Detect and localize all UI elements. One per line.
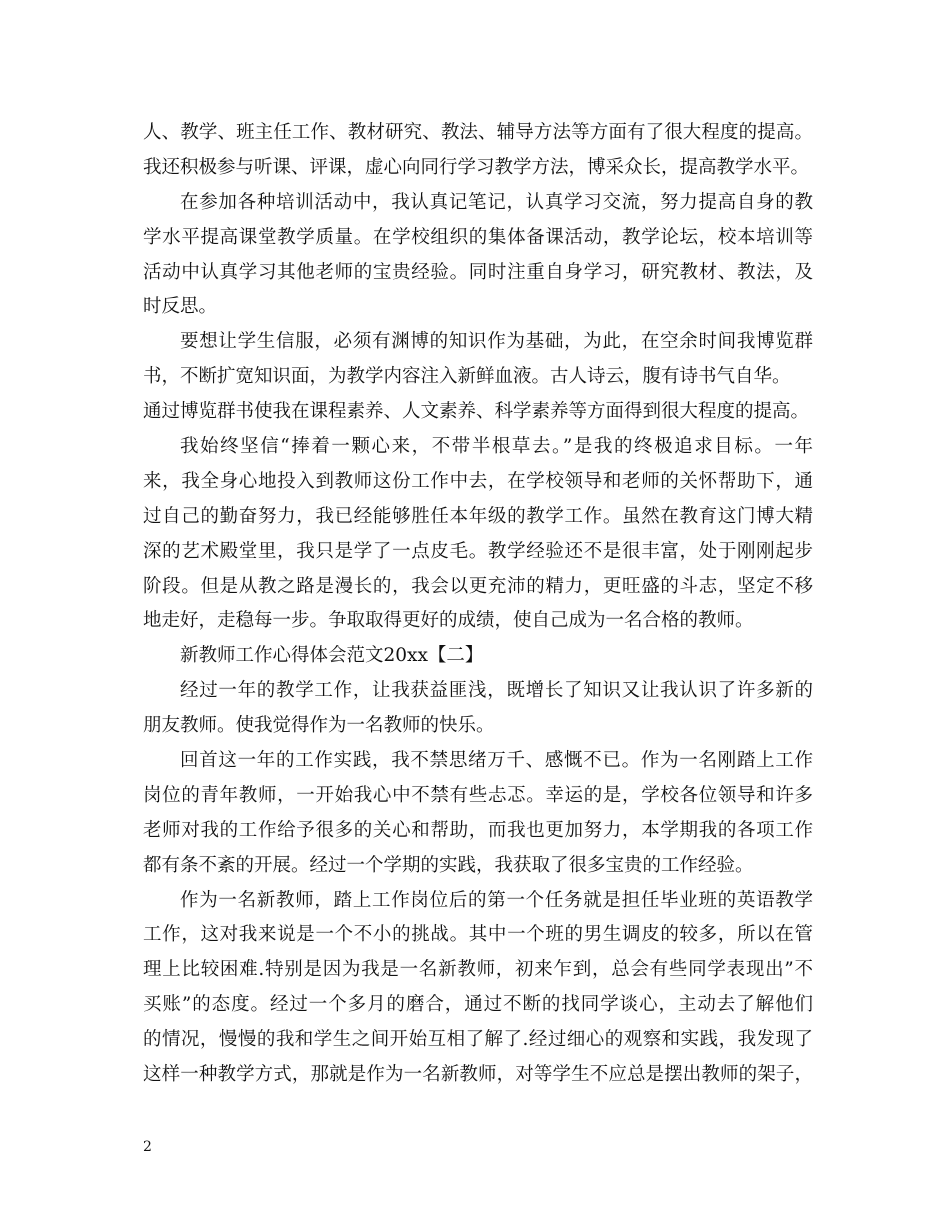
text-line: 活动中认真学习其他老师的宝贵经验。同时注重自身学习，研究教材、教法，及 — [143, 261, 813, 283]
text-line: 经过一年的教学工作，让我获益匪浅，既增长了知识又让我认识了许多新的 — [180, 680, 813, 702]
text-line: 这样一种教学方式，那就是作为一名新教师，对等学生不应总是摆出教师的架子， — [143, 1064, 813, 1086]
body-text — [143, 116, 813, 1093]
text-line: 回首这一年的工作实践，我不禁思绪万千、感慨不已。作为一名刚踏上工作 — [180, 750, 813, 772]
text-line: 书，不断扩宽知识面，为教学内容注入新鲜血液。古人诗云，腹有诗书气自华。 — [143, 366, 791, 388]
text-line: 阶段。但是从教之路是漫长的，我会以更充沛的精力，更旺盛的斗志，坚定不移 — [143, 575, 813, 597]
text-line: 人、教学、班主任工作、教材研究、教法、辅导方法等方面有了很大程度的提高。 — [143, 122, 813, 143]
text-line: 深的艺术殿堂里，我只是学了一点皮毛。教学经验还不是很丰富，处于刚刚起步 — [143, 540, 813, 562]
text-line: 学水平提高课堂教学质量。在学校组织的集体备课活动，教学论坛，校本培训等 — [143, 226, 813, 248]
text-line: 岗位的青年教师，一开始我心中不禁有些忐忑。幸运的是，学校各位领导和许多 — [143, 784, 813, 806]
text-line: 在参加各种培训活动中，我认真记笔记，认真学习交流，努力提高自身的教 — [180, 191, 813, 213]
text-line: 地走好，走稳每一步。争取取得更好的成绩，使自己成为一名合格的教师。 — [143, 610, 754, 632]
text-line: 作为一名新教师，踏上工作岗位后的第一个任务就是担任毕业班的英语教学 — [180, 889, 813, 911]
text-line: 来，我全身心地投入到教师这份工作中去，在学校领导和老师的关怀帮助下，通 — [143, 470, 813, 492]
text-line: 工作，这对我来说是一个不小的挑战。其中一个班的男生调皮的较多，所以在管 — [143, 924, 813, 946]
text-line: 要想让学生信服，必须有渊博的知识作为基础，为此，在空余时间我博览群 — [180, 331, 813, 353]
text-line: 的情况，慢慢的我和学生之间开始互相了解了.经过细心的观察和实践，我发现了 — [143, 1029, 813, 1051]
text-line: 通过博览群书使我在课程素养、人文素养、科学素养等方面得到很大程度的提高。 — [143, 401, 810, 423]
text-line: 买账”的态度。经过一个多月的磨合，通过不断的找同学谈心，主动去了解他们 — [143, 994, 813, 1016]
text-line: 朋友教师。使我觉得作为一名教师的快乐。 — [143, 715, 495, 737]
text-line: 时反思。 — [143, 296, 218, 318]
text-line: 我始终坚信“捧着一颗心来，不带半根草去。”是我的终极追求目标。一年 — [180, 436, 813, 458]
text-line: 老师对我的工作给予很多的关心和帮助，而我也更加努力，本学期我的各项工作 — [143, 819, 813, 841]
text-line: 都有条不紊的开展。经过一个学期的实践，我获取了很多宝贵的工作经验。 — [143, 854, 754, 876]
text-line: 过自己的勤奋努力，我已经能够胜任本年级的教学工作。虽然在教育这门博大精 — [143, 505, 813, 527]
page-number: 2 — [143, 1139, 152, 1155]
text-line: 我还积极参与听课、评课，虚心向同行学习教学方法，博采众长，提高教学水平。 — [143, 156, 810, 178]
text-line: 理上比较困难.特别是因为我是一名新教师，初来乍到，总会有些同学表现出”不 — [143, 959, 813, 981]
text-line: 新教师工作心得体会范文20xx【二】 — [180, 645, 484, 667]
